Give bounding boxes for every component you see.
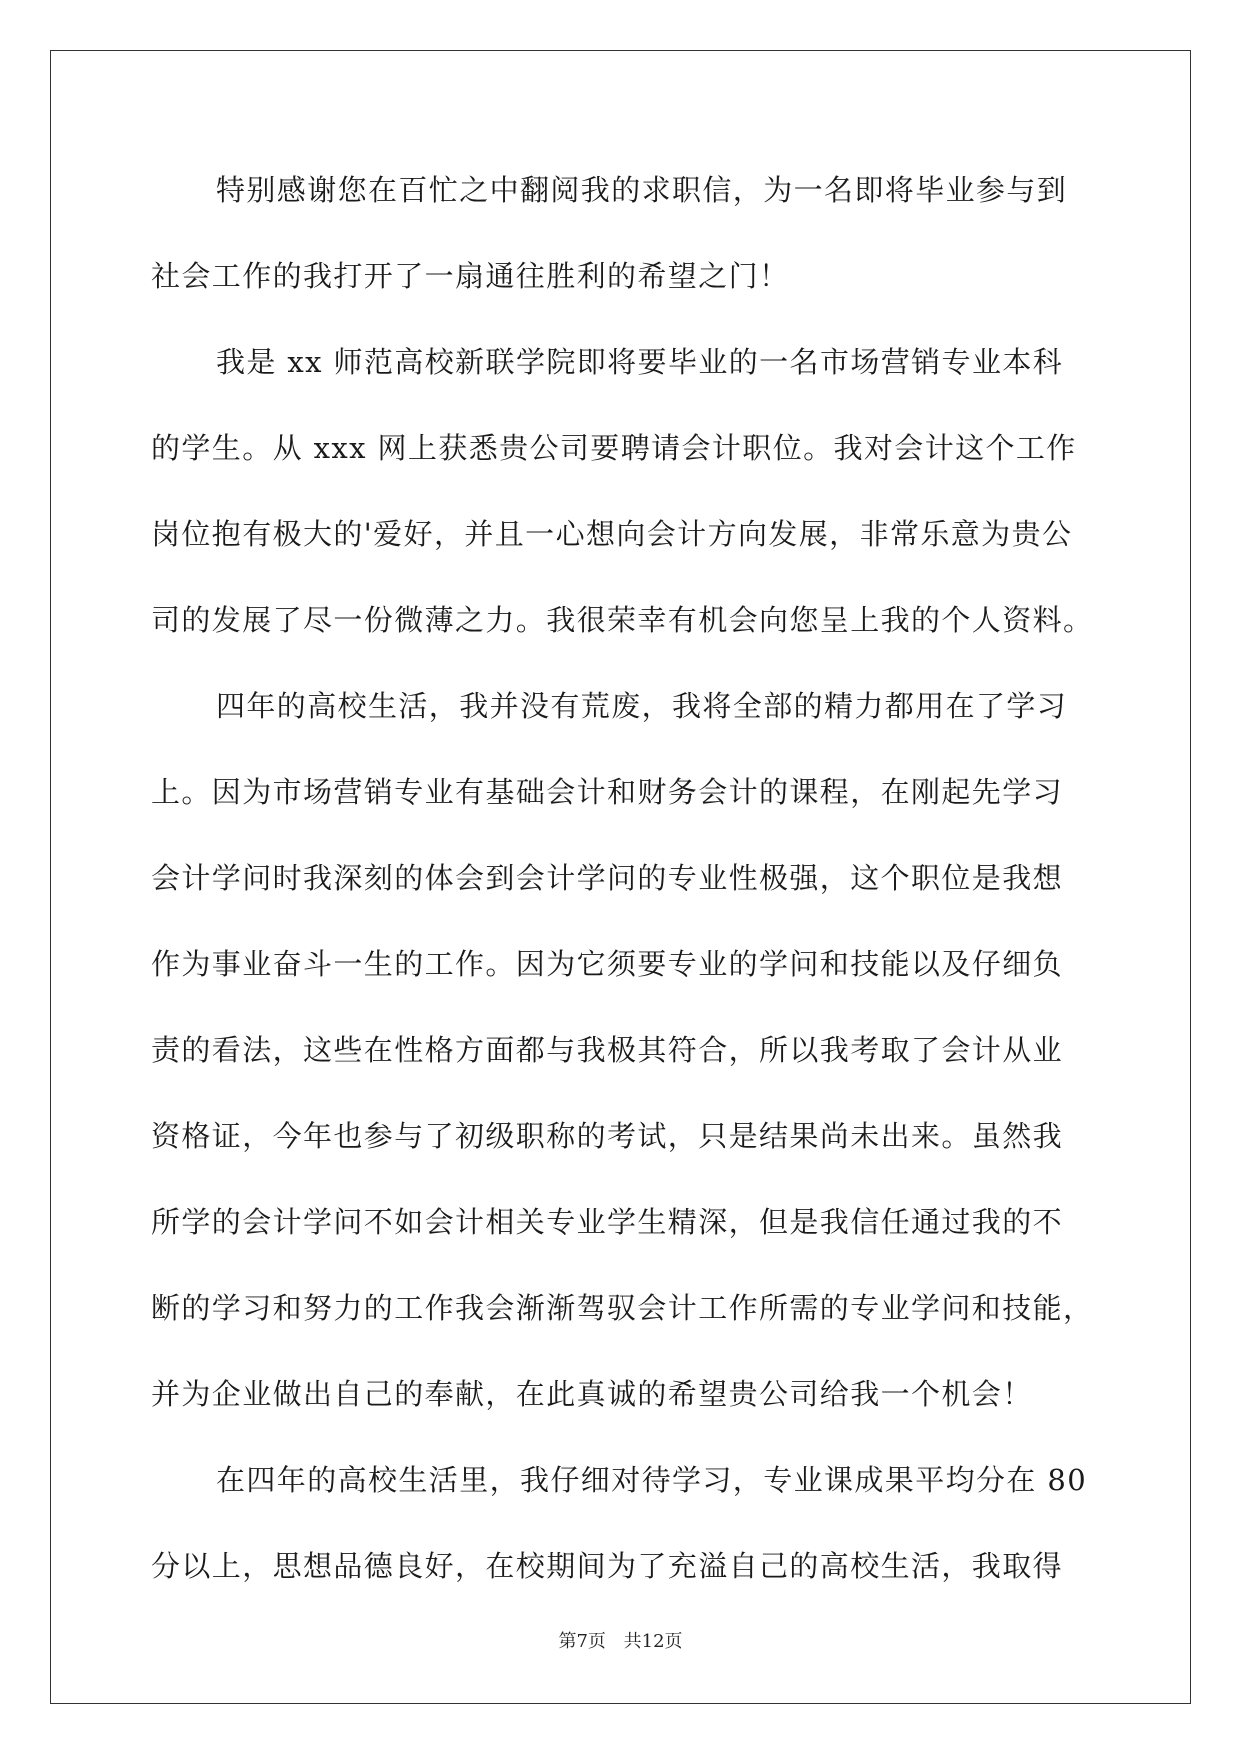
text-line: 司的发展了尽一份微薄之力。我很荣幸有机会向您呈上我的个人资料。 xyxy=(151,603,1094,637)
letter-body xyxy=(151,160,1094,1622)
text-line: 并为企业做出自己的奉献，在此真诚的希望贵公司给我一个机会！ xyxy=(151,1377,1033,1411)
page-total: 共12页 xyxy=(623,1631,683,1652)
text-line: 分以上，思想品德良好，在校期间为了充溢自己的高校生活，我取得 xyxy=(151,1549,1064,1583)
text-line: 特别感谢您在百忙之中翻阅我的求职信，为一名即将毕业参与到 xyxy=(216,173,1068,207)
text-line: 上。因为市场营销专业有基础会计和财务会计的课程，在刚起先学习 xyxy=(151,775,1064,809)
page-number: 第7页 xyxy=(558,1631,606,1652)
text-line: 所学的会计学问不如会计相关专业学生精深，但是我信任通过我的不 xyxy=(151,1205,1064,1239)
text-line: 资格证，今年也参与了初级职称的考试，只是结果尚未出来。虽然我 xyxy=(151,1119,1064,1153)
text-line: 会计学问时我深刻的体会到会计学问的专业性极强，这个职位是我想 xyxy=(151,861,1064,895)
text-line: 的学生。从 xxx 网上获悉贵公司要聘请会计职位。我对会计这个工作 xyxy=(151,431,1077,465)
text-line: 责的看法，这些在性格方面都与我极其符合，所以我考取了会计从业 xyxy=(151,1033,1064,1067)
text-line: 社会工作的我打开了一扇通往胜利的希望之门！ xyxy=(151,259,790,293)
text-line: 断的学习和努力的工作我会渐渐驾驭会计工作所需的专业学问和技能， xyxy=(151,1291,1094,1325)
text-line: 在四年的高校生活里，我仔细对待学习，专业课成果平均分在 80 xyxy=(216,1463,1088,1497)
text-line: 作为事业奋斗一生的工作。因为它须要专业的学问和技能以及仔细负 xyxy=(151,947,1064,981)
text-line: 四年的高校生活，我并没有荒废，我将全部的精力都用在了学习 xyxy=(216,689,1068,723)
page-footer xyxy=(0,1627,1241,1653)
text-line: 我是 xx 师范高校新联学院即将要毕业的一名市场营销专业本科 xyxy=(216,345,1064,379)
text-line: 岗位抱有极大的'爱好，并且一心想向会计方向发展，非常乐意为贵公 xyxy=(151,517,1073,551)
